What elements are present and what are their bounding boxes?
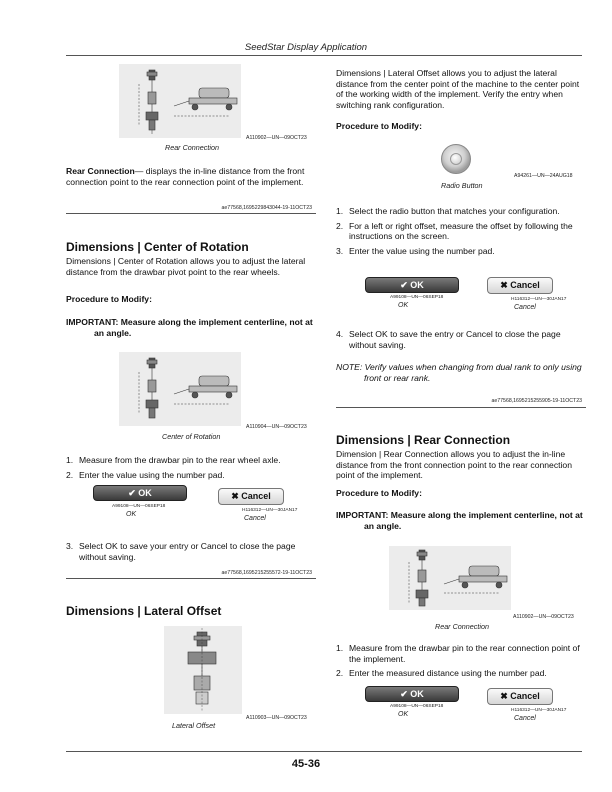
step-text: For a left or right offset, measure the offset by following the instructions on the screen. (349, 220, 573, 242)
figure-code: H116312—UN—30JAN17 (511, 708, 567, 713)
figure-code: A99108—UN—06SEP18 (112, 504, 166, 509)
step-item: 1. Select the radio button that matches your configuration. (336, 206, 560, 216)
button-caption: OK (126, 511, 137, 518)
center-of-rotation-steps-cont (66, 541, 316, 566)
close-icon: ✖ (500, 691, 508, 701)
step-item: 2. Enter the value using the number pad. (66, 469, 225, 480)
center-of-rotation-steps (66, 455, 316, 484)
ok-button-label: OK (410, 689, 424, 699)
lateral-offset-heading: Dimensions | Lateral Offset (66, 604, 222, 618)
figure-caption: Lateral Offset (172, 721, 216, 730)
page-number: 45-36 (291, 758, 321, 770)
ok-button[interactable] (93, 485, 187, 501)
step-item: 4. Select OK to save the entry or Cancel to close the page without saving. (336, 329, 561, 350)
step-item: 3. Enter the value using the number pad. (336, 245, 495, 256)
step-item: 3. Select OK to save your entry or Cancel to close the page without saving. (66, 541, 296, 562)
step-item: 2. For a left or right offset, measure the offset by following the instructions on the screen. (336, 220, 573, 242)
figure-code: A110903—UN—09OCT23 (246, 715, 307, 721)
button-caption: OK (398, 711, 409, 718)
figure-code: A110902—UN—09OCT23 (513, 614, 574, 620)
step-text: Measure from the drawbar pin to the rear wheel axle. (79, 455, 281, 465)
step-text: Select the radio button that matches your configuration. (349, 206, 560, 216)
figure-code: H116312—UN—30JAN17 (511, 297, 567, 302)
procedure-label: Procedure to Modify: (66, 294, 152, 304)
page-header-title: SeedStar Display Application (244, 42, 368, 53)
step-text: Select OK to save the entry or Cancel to close the page without saving. (349, 329, 561, 350)
important-text: Measure along the implement centerline, not at an angle. (364, 510, 583, 531)
cancel-button-label: Cancel (510, 691, 540, 701)
ok-button-label: OK (138, 488, 152, 498)
radio-button-figure (441, 144, 471, 174)
lateral-offset-figure (164, 626, 242, 714)
button-caption: OK (398, 302, 409, 309)
lateral-offset-steps (336, 206, 586, 260)
rear-connection-term: Rear Connection (66, 166, 135, 176)
footer-rule (66, 751, 582, 752)
figure-code: A110904—UN—09OCT23 (246, 424, 307, 430)
reference-code: ae77568,1695229843044-19-11OCT23 (221, 205, 312, 211)
important-note (66, 317, 316, 338)
rear-connection-text: — displays the in-line distance from the front connection point to the rear connection point of the implement. (66, 166, 305, 187)
check-icon: ✔ (128, 488, 136, 498)
step-text: Measure from the drawbar pin to the rear connection point of the implement. (349, 643, 580, 664)
lateral-offset-text: Dimensions | Lateral Offset allows you to adjust the lateral distance from the center point of the machine to the center point of the working width of the implement. Verify the entry when switching rank configuration. (336, 68, 580, 110)
section-rule (336, 407, 586, 408)
section-rule (66, 213, 316, 214)
important-note (336, 510, 586, 531)
figure-caption: Rear Connection (165, 143, 219, 152)
important-label: IMPORTANT: (66, 317, 119, 327)
ok-button-label: OK (410, 280, 424, 290)
rear-connection-steps (336, 643, 586, 683)
close-icon: ✖ (231, 491, 239, 501)
step-text: Enter the measured distance using the number pad. (349, 668, 547, 679)
cancel-button[interactable] (487, 688, 553, 705)
rear-connection-text: Dimension | Rear Connection allows you to adjust the in-line distance from the front connection point to the rear connection point of the implement. (336, 449, 572, 481)
center-of-rotation-figure (119, 352, 241, 426)
note-text: NOTE: Verify values when changing from dual rank to only using front or rear rank. (336, 362, 582, 383)
header-rule (66, 55, 582, 56)
important-text: Measure along the implement centerline, not at an angle. (94, 317, 313, 338)
step-text: Select OK to save your entry or Cancel to close the page without saving. (79, 541, 296, 562)
button-caption: Cancel (244, 515, 266, 522)
check-icon: ✔ (400, 689, 408, 699)
rear-connection-figure (119, 64, 241, 138)
step-text: Enter the value using the number pad. (349, 245, 495, 256)
figure-code: A99108—UN—06SEP18 (390, 295, 444, 300)
procedure-label: Procedure to Modify: (336, 488, 422, 498)
button-caption: Cancel (514, 304, 536, 311)
button-caption: Cancel (514, 715, 536, 722)
rear-connection-definition (66, 166, 316, 187)
rear-connection-heading: Dimensions | Rear Connection (336, 433, 511, 447)
step-item: 1. Measure from the drawbar pin to the rear connection point of the implement. (336, 643, 580, 664)
cancel-button-label: Cancel (510, 280, 540, 290)
figure-caption: Radio Button (441, 181, 483, 190)
section-rule (66, 578, 316, 579)
rear-connection-figure (389, 546, 511, 610)
reference-code: ae77568,1695215255905-19-11OCT23 (491, 398, 582, 404)
close-icon: ✖ (500, 280, 508, 290)
cancel-button[interactable] (218, 488, 284, 505)
step-text: Enter the value using the number pad. (79, 469, 225, 480)
radio-dot-icon (450, 153, 462, 165)
ok-button[interactable] (365, 686, 459, 702)
check-icon: ✔ (400, 280, 408, 290)
figure-caption: Center of Rotation (162, 432, 221, 441)
cancel-button-label: Cancel (241, 491, 271, 501)
cancel-button[interactable] (487, 277, 553, 294)
figure-caption: Rear Connection (435, 622, 489, 631)
figure-code: A94261—UN—24AUG18 (514, 173, 573, 179)
figure-code: A99108—UN—06SEP18 (390, 704, 444, 709)
important-label: IMPORTANT: (336, 510, 389, 520)
center-of-rotation-text: Dimensions | Center of Rotation allows you to adjust the lateral distance from the drawbar pivot point to the rear wheels. (66, 256, 306, 277)
ok-button[interactable] (365, 277, 459, 293)
lateral-offset-steps-cont (336, 329, 586, 354)
figure-code: H116312—UN—30JAN17 (242, 508, 298, 513)
procedure-label: Procedure to Modify: (336, 121, 422, 131)
reference-code: ae77568,1695215255572-19-11OCT23 (221, 570, 312, 576)
center-of-rotation-heading: Dimensions | Center of Rotation (66, 240, 249, 254)
step-item: 2. Enter the measured distance using the number pad. (336, 668, 547, 679)
figure-code: A110902—UN—09OCT23 (246, 135, 307, 141)
step-item: 1. Measure from the drawbar pin to the rear wheel axle. (66, 455, 281, 465)
